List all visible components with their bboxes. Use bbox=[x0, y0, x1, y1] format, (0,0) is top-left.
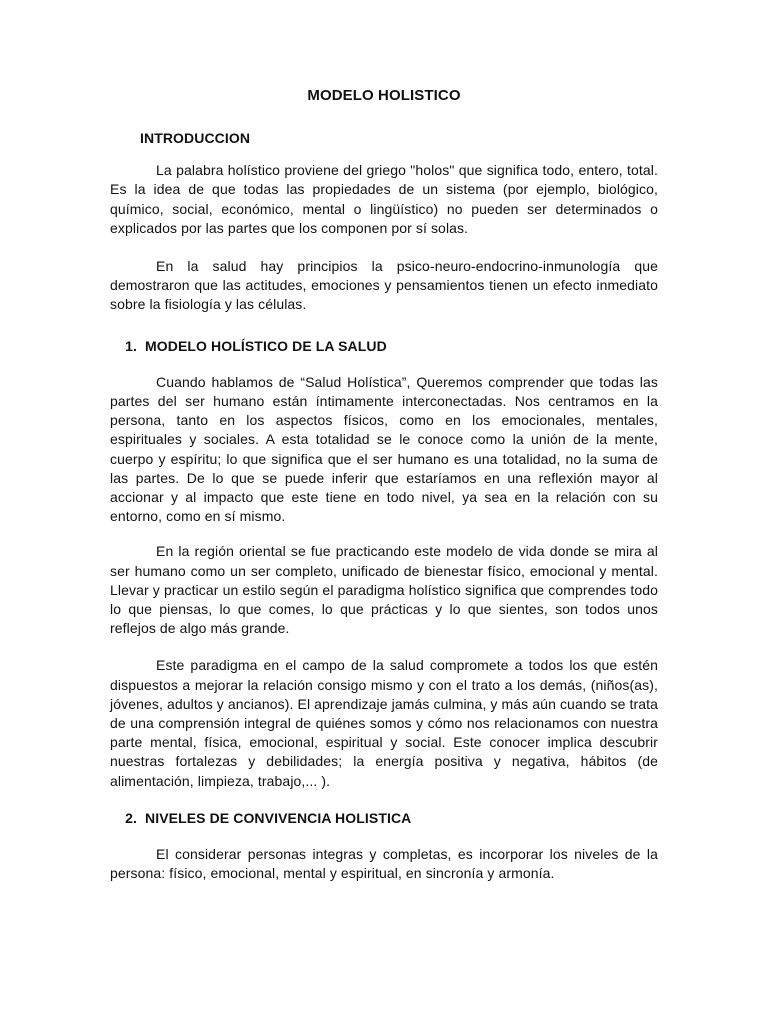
section-1-paragraph-3: Este paradigma en el campo de la salud compromete a todos los que estén dispuestos a mejorar la relación consigo mismo y con el trato a los demás, (niños(as), jóvenes, adultos y ancianos). El aprendizaje jamás culmina, y más aún cuando se trata de una comprensión integral de quiénes somos y cómo nos relacionamos con nuestra parte mental, física, emocional, espiritual y social. Este conocer implica descubrir nuestras fortalezas y debilidades; la energía positiva y negativa, hábitos (de alimentación, limpieza, trabajo,... ). bbox=[110, 657, 658, 789]
section-1-heading bbox=[110, 337, 658, 356]
section-1-number: 1. bbox=[125, 337, 137, 354]
document-content bbox=[110, 86, 658, 884]
section-1-title: MODELO HOLÍSTICO DE LA SALUD bbox=[145, 337, 387, 354]
section-2-title: NIVELES DE CONVIVENCIA HOLISTICA bbox=[145, 809, 412, 826]
section-1-paragraph-1: Cuando hablamos de “Salud Holística”, Queremos comprender que todas las partes del ser humano están íntimamente interconectadas. Nos centramos en la persona, tanto en los aspectos físicos, como en los emocionales, mentales, espirituales y sociales. A esta totalidad se le conoce como la unión de la mente, cuerpo y espíritu; lo que significa que el ser humano es una totalidad, no la suma de las partes. De lo que se puede inferir que estaríamos en una reflexión mayor al accionar y al impacto que este tiene en todo nivel, ya sea en la relación con su entorno, como en sí mismo. bbox=[110, 373, 658, 525]
section-2-paragraph-1: El considerar personas integras y completas, es incorporar los niveles de la persona: físico, emocional, mental y espiritual, en sincronía y armonía. bbox=[110, 846, 658, 882]
section-1-paragraph-2: En la región oriental se fue practicando este modelo de vida donde se mira al ser humano como un ser completo, unificado de bienestar físico, emocional y mental. Llevar y practicar un estilo según el paradigma holístico significa que comprendes todo lo que piensas, lo que comes, lo que prácticas y lo que sientes, son todos unos reflejos de algo más grande. bbox=[110, 543, 658, 637]
section-2-heading bbox=[110, 809, 658, 828]
intro-paragraph-2: En la salud hay principios la psico-neuro-endocrino-inmunología que demostraron que las actitudes, emociones y pensamientos tienen un efecto inmediato sobre la fisiología y las células. bbox=[110, 258, 658, 313]
document-title: MODELO HOLISTICO bbox=[307, 87, 461, 104]
section-2-number: 2. bbox=[125, 809, 137, 826]
intro-heading: INTRODUCCION bbox=[140, 130, 251, 146]
intro-paragraph-1: La palabra holístico proviene del griego "holos" que significa todo, entero, total. Es la idea de que todas las propiedades de un sistema (por ejemplo, biológico, químico, social, económico, mental o lingüístico) no pueden ser determinados o explicados por las partes que los componen por sí solas. bbox=[110, 162, 658, 236]
